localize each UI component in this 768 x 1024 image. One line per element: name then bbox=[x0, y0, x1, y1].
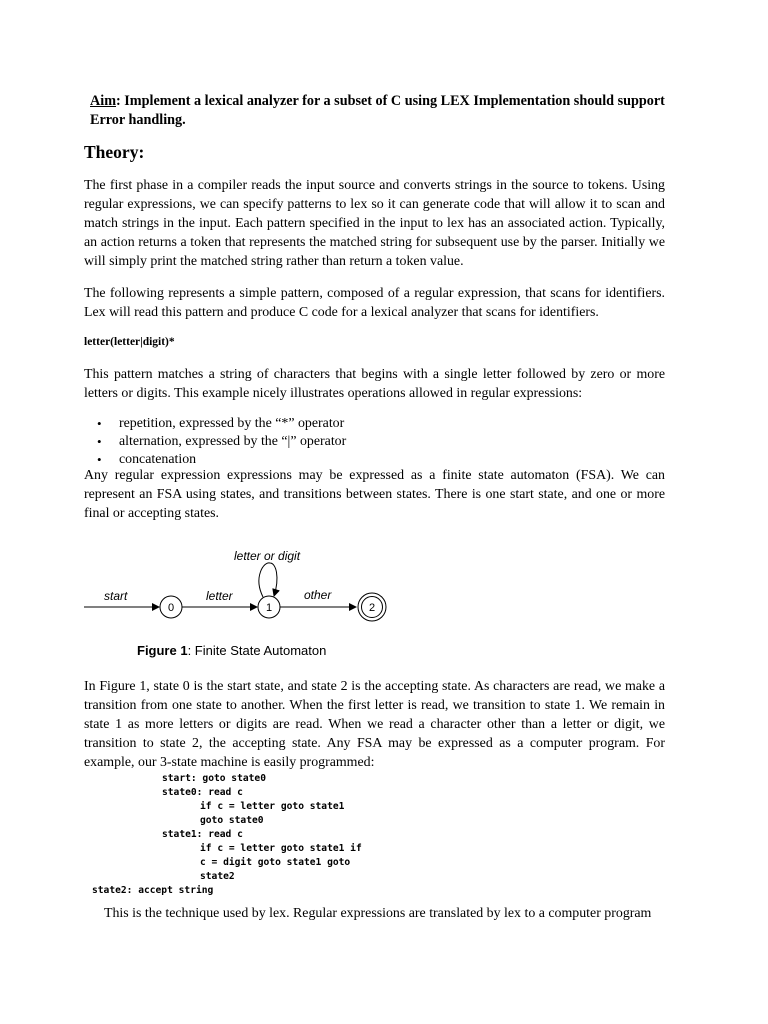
figure-caption-label: Figure 1 bbox=[137, 643, 188, 658]
code-line: state2: accept string bbox=[92, 885, 214, 896]
code-line: state0: read c bbox=[162, 787, 243, 798]
aim-statement bbox=[90, 92, 690, 130]
letter-label: letter bbox=[206, 589, 233, 603]
aim-label: Aim bbox=[90, 93, 117, 109]
code-line: goto state0 bbox=[200, 815, 264, 826]
loop-label: letter or digit bbox=[234, 549, 301, 563]
list-item: • concatenation bbox=[84, 451, 346, 469]
paragraph-intro: The first phase in a compiler reads the input source and converts strings in the source to tokens. Using regular expressions, we can specify patterns to lex so it can generate code that will allow it to scan and match strings in the input. Each pattern specified in the input to lex has an associated action. Typically, an action returns a token that represents the matched string for subsequent use by the parser. Initially we will simply print the matched string rather than return a token value. bbox=[84, 178, 665, 269]
code-line: c = digit goto state1 goto bbox=[200, 857, 351, 868]
code-line: if c = letter goto state1 if bbox=[200, 843, 362, 854]
paragraph-fsa: Any regular expression expressions may be expressed as a finite state automaton (FSA). We can represent an FSA using states, and transitions between states. There is one start state, and one or more final or accepting states. bbox=[84, 468, 665, 521]
theory-heading: Theory: bbox=[84, 142, 145, 162]
regex-pattern: letter(letter|digit)* bbox=[84, 336, 175, 348]
paragraph-figure-explanation: In Figure 1, state 0 is the start state, and state 2 is the accepting state. As characters are read, we make a transition from one state to another. When the first letter is read, we transition to state 1. We remain in state 1 as more letters or digits are read. When we read a character other than a letter or digit, we transition to state 2, the accepting state. Any FSA may be expressed as a computer program. For example, our 3-state machine is easily programmed: bbox=[84, 679, 665, 770]
operations-list bbox=[84, 415, 346, 469]
code-line: state2 bbox=[200, 871, 235, 882]
state-2-label: 2 bbox=[368, 602, 376, 614]
code-line: state1: read c bbox=[162, 829, 243, 840]
state-1-label: 1 bbox=[265, 602, 273, 614]
state-0-label: 0 bbox=[167, 602, 175, 614]
paragraph-lex-technique: This is the technique used by lex. Regular expressions are translated by lex to a computer program bbox=[104, 906, 652, 921]
aim-text: : Implement a lexical analyzer for a subset of C using LEX Implementation should support Error handling. bbox=[90, 93, 665, 128]
paragraph-pattern-explanation: This pattern matches a string of characters that begins with a single letter followed by zero or more letters or digits. This example nicely illustrates operations allowed in regular expressions: bbox=[84, 367, 665, 401]
loop-transition bbox=[259, 563, 277, 597]
start-label: start bbox=[104, 589, 128, 603]
other-label: other bbox=[304, 588, 332, 602]
list-item: • repetition, expressed by the “*” operator bbox=[84, 415, 346, 433]
code-line: if c = letter goto state1 bbox=[200, 801, 345, 812]
fsa-diagram bbox=[82, 545, 392, 635]
paragraph-pattern: The following represents a simple pattern, composed of a regular expression, that scans for identifiers. Lex will read this pattern and produce C code for a lexical analyzer that scans for identifiers. bbox=[84, 286, 665, 320]
code-line: start: goto state0 bbox=[162, 773, 266, 784]
figure-caption-text: : Finite State Automaton bbox=[187, 643, 327, 658]
figure-caption bbox=[137, 643, 326, 658]
list-item: • alternation, expressed by the “|” operator bbox=[84, 433, 346, 451]
